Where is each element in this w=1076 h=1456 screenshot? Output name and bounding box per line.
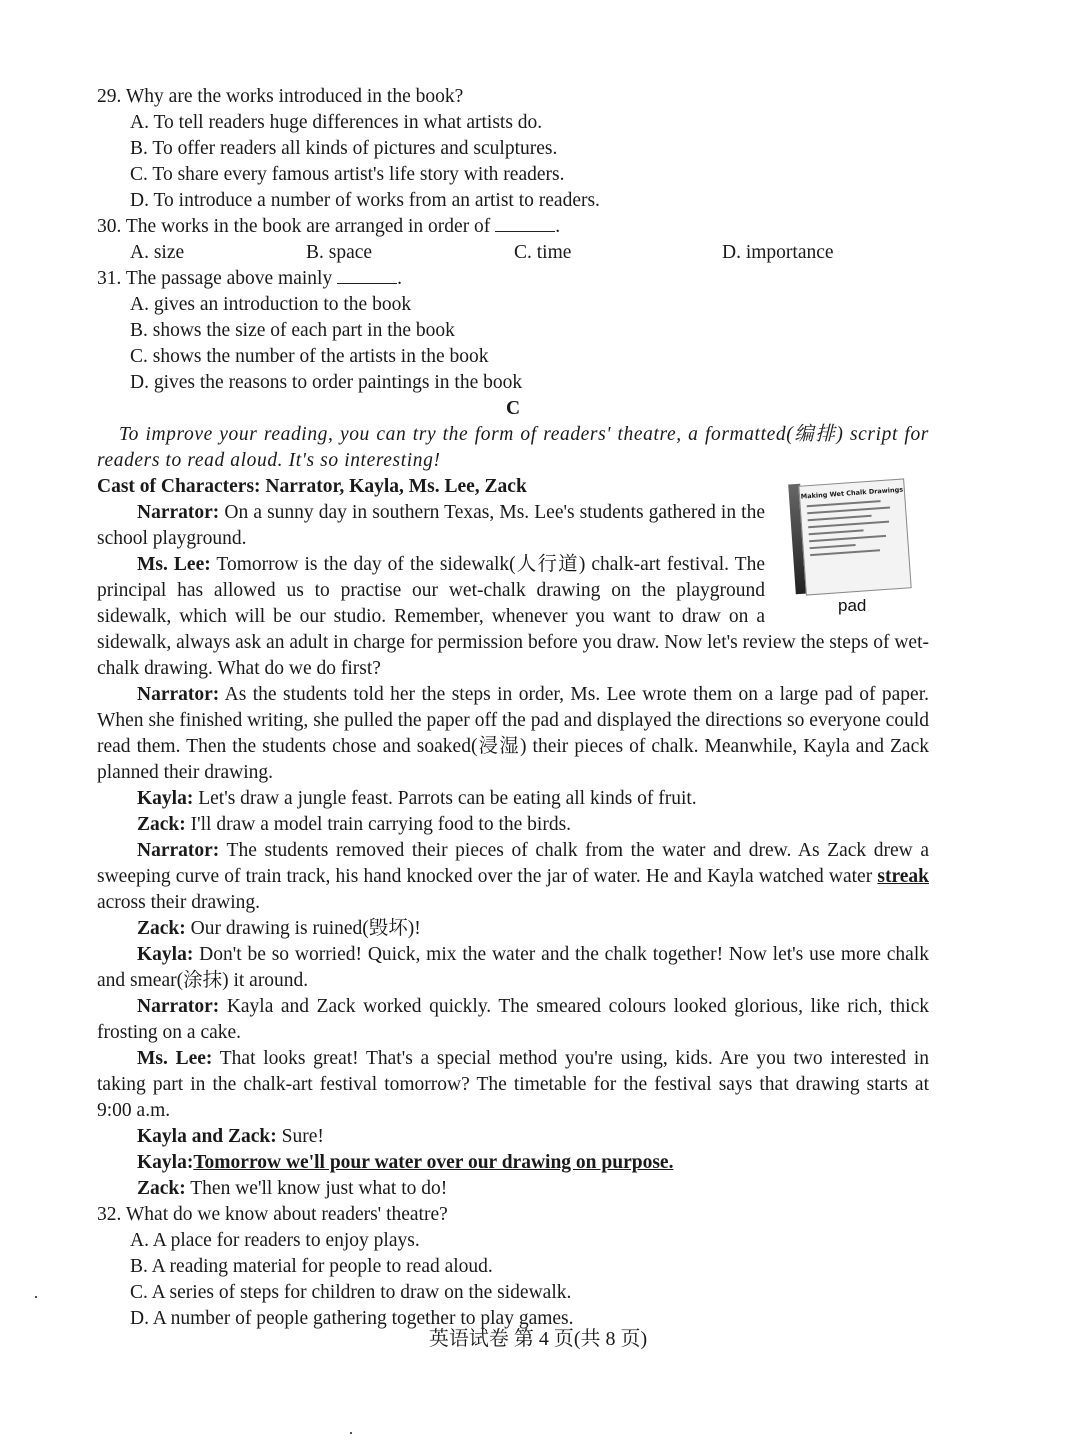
question-31-stem — [97, 266, 929, 292]
speaker-label: Zack: — [137, 814, 186, 835]
speaker-label: Narrator: — [137, 684, 220, 705]
script-text: Then we'll know just what to do! — [185, 1178, 448, 1199]
question-31-option-c: C. shows the number of the artists in the book — [130, 346, 489, 367]
question-30-stem-text: 30. The works in the book are arranged in order of — [97, 216, 491, 237]
script-text: The students removed their pieces of chalk from the water and drew. As Zack drew a sweeping curve of train track, his hand knocked over the jar of water. He and Kayla watched water — [97, 840, 929, 887]
question-29-stem: 29. Why are the works introduced in the book? — [97, 86, 464, 107]
pad-illustration — [790, 478, 910, 618]
speaker-label: Kayla and Zack: — [137, 1126, 277, 1147]
pad-paper-sheet — [798, 478, 911, 595]
script-paragraph — [97, 500, 765, 552]
script-paragraph — [97, 1124, 929, 1150]
script-paragraph — [97, 1150, 929, 1176]
pad-caption: pad — [838, 596, 867, 615]
script-text: Kayla and Zack worked quickly. The smeared colours looked glorious, like rich, thick frosting on a cake. — [97, 996, 929, 1043]
script-text: Sure! — [276, 1126, 324, 1147]
ms-lee-paragraph-block — [97, 552, 929, 1332]
speaker-label: Kayla: — [137, 1152, 194, 1173]
script-paragraph — [97, 1176, 929, 1202]
speaker-label: Ms. Lee: — [137, 554, 211, 575]
script-paragraph — [97, 994, 929, 1046]
question-31-option-a: A. gives an introduction to the book — [130, 294, 412, 315]
speaker-label: Kayla: — [137, 788, 194, 809]
speaker-label: Narrator: — [137, 996, 220, 1017]
question-29-option-c: C. To share every famous artist's life story with readers. — [130, 164, 565, 185]
scan-speck — [35, 1296, 37, 1298]
speaker-label: Ms. Lee: — [137, 1048, 213, 1069]
question-30-options — [97, 240, 929, 266]
scan-speck — [350, 1432, 352, 1434]
question-29-option-a: A. To tell readers huge differences in what artists do. — [130, 112, 543, 133]
script-text: Don't be so worried! Quick, mix the water and the chalk together! Now let's use more chalk and smear(涂抹) it around. — [97, 944, 929, 991]
script-text: Let's draw a jungle feast. Parrots can be eating all kinds of fruit. — [193, 788, 697, 809]
speaker-label: Kayla: — [137, 944, 194, 965]
script-paragraph — [97, 786, 929, 812]
speaker-label: Narrator: — [137, 840, 220, 861]
script-text: Our drawing is ruined(毁坏)! — [185, 918, 421, 939]
question-32-option-b: B. A reading material for people to read aloud. — [130, 1256, 493, 1277]
question-29-option-d: D. To introduce a number of works from an artist to readers. — [130, 190, 600, 211]
script-text: As the students told her the steps in order, Ms. Lee wrote them on a large pad of paper. When she finished writing, she pulled the paper off the pad and displayed the directions so everyone could read them. Then the students chose and soaked(浸湿) their pieces of chalk. Meanwhile, Kayla and Zack planned their drawing. — [97, 684, 929, 783]
question-31-option-d: D. gives the reasons to order paintings in the book — [130, 372, 523, 393]
section-heading: C — [505, 398, 521, 419]
section-intro: To improve your reading, you can try the form of readers' theatre, a formatted(编排) script for readers to read aloud. It's so interesting! — [97, 424, 929, 471]
question-30-option-a: A. size — [130, 242, 185, 263]
question-31-stem-text: 31. The passage above mainly — [97, 268, 333, 289]
question-31-stem-end: . — [397, 268, 402, 289]
script-paragraph — [97, 1046, 929, 1124]
question-32-option-a: A. A place for readers to enjoy plays. — [130, 1230, 420, 1251]
speaker-label: Narrator: — [137, 502, 220, 523]
question-32-option-d: D. A number of people gathering together to play games. — [130, 1308, 574, 1329]
question-32-option-c: C. A series of steps for children to draw on the sidewalk. — [130, 1282, 572, 1303]
answer-blank — [495, 215, 555, 232]
answer-blank — [337, 267, 397, 284]
question-32-stem: 32. What do we know about readers' theatre? — [97, 1204, 448, 1225]
script-text: On a sunny day in southern Texas, Ms. Lee's students gathered in the school playground. — [97, 502, 765, 549]
question-30-option-c: C. time — [514, 242, 572, 263]
question-30-option-b: B. space — [306, 242, 373, 263]
question-30-stem-end: . — [555, 216, 561, 237]
question-30-stem — [97, 214, 929, 240]
question-30-option-d: D. importance — [722, 242, 834, 263]
question-31-option-b: B. shows the size of each part in the book — [130, 320, 455, 341]
underlined-sentence: Tomorrow we'll pour water over our drawing on purpose. — [193, 1152, 674, 1173]
page-footer: 英语试卷 第 4 页(共 8 页) — [428, 1328, 648, 1350]
script-paragraph — [97, 916, 929, 942]
question-29-option-b: B. To offer readers all kinds of pictures and sculptures. — [130, 138, 558, 159]
script-paragraph — [97, 682, 929, 786]
pad-text-lines — [807, 499, 902, 556]
script-text: across their drawing. — [97, 892, 260, 913]
script-text: I'll draw a model train carrying food to the birds. — [185, 814, 572, 835]
script-text: That looks great! That's a special method you're using, kids. Are you two interested in taking part in the chalk-art festival tomorrow? The timetable for the festival says that drawing starts at 9:00 a.m. — [97, 1048, 929, 1121]
script-paragraph — [97, 838, 929, 916]
speaker-label: Zack: — [137, 1178, 186, 1199]
script-paragraph — [97, 942, 929, 994]
speaker-label: Zack: — [137, 918, 186, 939]
cast-of-characters: Cast of Characters: Narrator, Kayla, Ms. Lee, Zack — [97, 476, 527, 497]
pad-sheet-title: Making Wet Chalk Drawings — [800, 485, 904, 501]
script-paragraph — [97, 812, 929, 838]
script-text: Tomorrow is the day of the sidewalk(人行道) chalk-art festival. The principal has allowed us to practise our wet-chalk drawing on the playground sidewalk, which will be our studio. Remember, whenever you want to draw on a sidewalk, always ask an adult in charge for permission before you draw. Now let's review the steps of wet-chalk drawing. What do we do first? — [97, 554, 929, 679]
vocabulary-word: streak — [877, 866, 929, 887]
